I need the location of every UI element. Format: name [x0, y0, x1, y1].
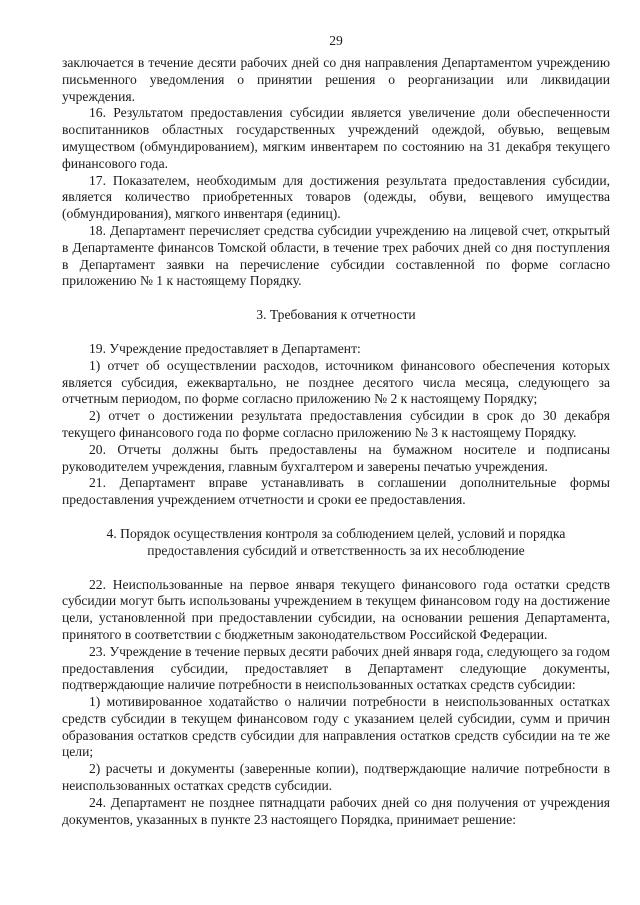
paragraph-15-continuation: заключается в течение десяти рабочих дней со дня направления Департаментом учреждению письменного уведомления о принятии решения о реорганизации или ликвидации учреждения.	[62, 55, 610, 104]
page-number: 29	[329, 33, 343, 48]
paragraph-18: 18. Департамент перечисляет средства субсидии учреждению на лицевой счет, открытый в Департаменте финансов Томской области, в течение трех рабочих дней со дня поступления в Департамент заявки на перечисление субсидии составленной по форме согласно приложению № 1 к настоящему Порядку.	[62, 222, 610, 289]
paragraph-23: 23. Учреждение в течение первых десяти рабочих дней января года, следующего за годом предоставления субсидии, предоставляет в Департамент следующие документы, подтверждающие наличие потребности в неиспользованных остатках средств субсидии:	[62, 643, 610, 693]
paragraph-17: 17. Показателем, необходимым для достижения результата предоставления субсидии, является количество приобретенных товаров (одежды, обуви, вещевого имущества (обмундирования), мягкого инвентаря (единиц).	[62, 172, 610, 222]
paragraph-24: 24. Департамент не позднее пятнадцати рабочих дней со дня получения от учреждения документов, указанных в пункте 23 настоящего Порядка, принимает решение:	[62, 794, 610, 827]
paragraph-19: 19. Учреждение предоставляет в Департамент:	[89, 340, 361, 356]
section-4-heading-line-1: 4. Порядок осуществления контроля за соблюдением целей, условий и порядка	[106, 525, 566, 541]
document-body	[62, 55, 610, 828]
paragraph-20: 20. Отчеты должны быть предоставлены на бумажном носителе и подписаны руководителем учреждения, главным бухгалтером и заверены печатью учреждения.	[62, 441, 610, 474]
paragraph-19-item-1: 1) отчет об осуществлении расходов, источником финансового обеспечения которых является субсидия, ежеквартально, не позднее десятого числа месяца, следующего за отчетным периодом, по форме согласно приложению № 2 к настоящему Порядку;	[62, 357, 610, 407]
paragraph-23-item-2: 2) расчеты и документы (заверенные копии), подтверждающие наличие потребности в неиспользованных остатках средств субсидии.	[62, 761, 610, 794]
paragraph-22: 22. Неиспользованные на первое января текущего финансового года остатки средств субсидии могут быть использованы учреждением в текущем финансовом году на достижение цели, установленной при предоставлении субсидии, на основании решения Департамента, принятого в соответствии с бюджетным законодательством Российской Федерации.	[62, 576, 610, 642]
section-4-heading-line-2: предоставления субсидий и ответственность за их несоблюдение	[147, 542, 525, 558]
paragraph-23-item-1: 1) мотивированное ходатайство о наличии потребности в неиспользованных остатках средств субсидии в текущем финансовом году с указанием целей субсидии, сумм и причин образования остатков средств субсидии для направления остатков средств субсидии на те же цели;	[62, 694, 610, 760]
section-3-heading: 3. Требования к отчетности	[256, 307, 416, 323]
paragraph-16: 16. Результатом предоставления субсидии является увеличение доли обеспеченности воспитанников областных государственных учреждений одеждой, обувью, вещевым имуществом (обмундированием), мягким инвентарем по состоянию на 31 декабря текущего финансового года.	[62, 105, 610, 171]
paragraph-19-item-2: 2) отчет о достижении результата предоставления субсидии в срок до 30 декабря текущего финансового года по форме согласно приложению № 3 к настоящему Порядку.	[62, 408, 610, 440]
paragraph-21: 21. Департамент вправе устанавливать в соглашении дополнительные формы предоставления учреждением отчетности и сроки ее предоставления.	[62, 475, 610, 508]
